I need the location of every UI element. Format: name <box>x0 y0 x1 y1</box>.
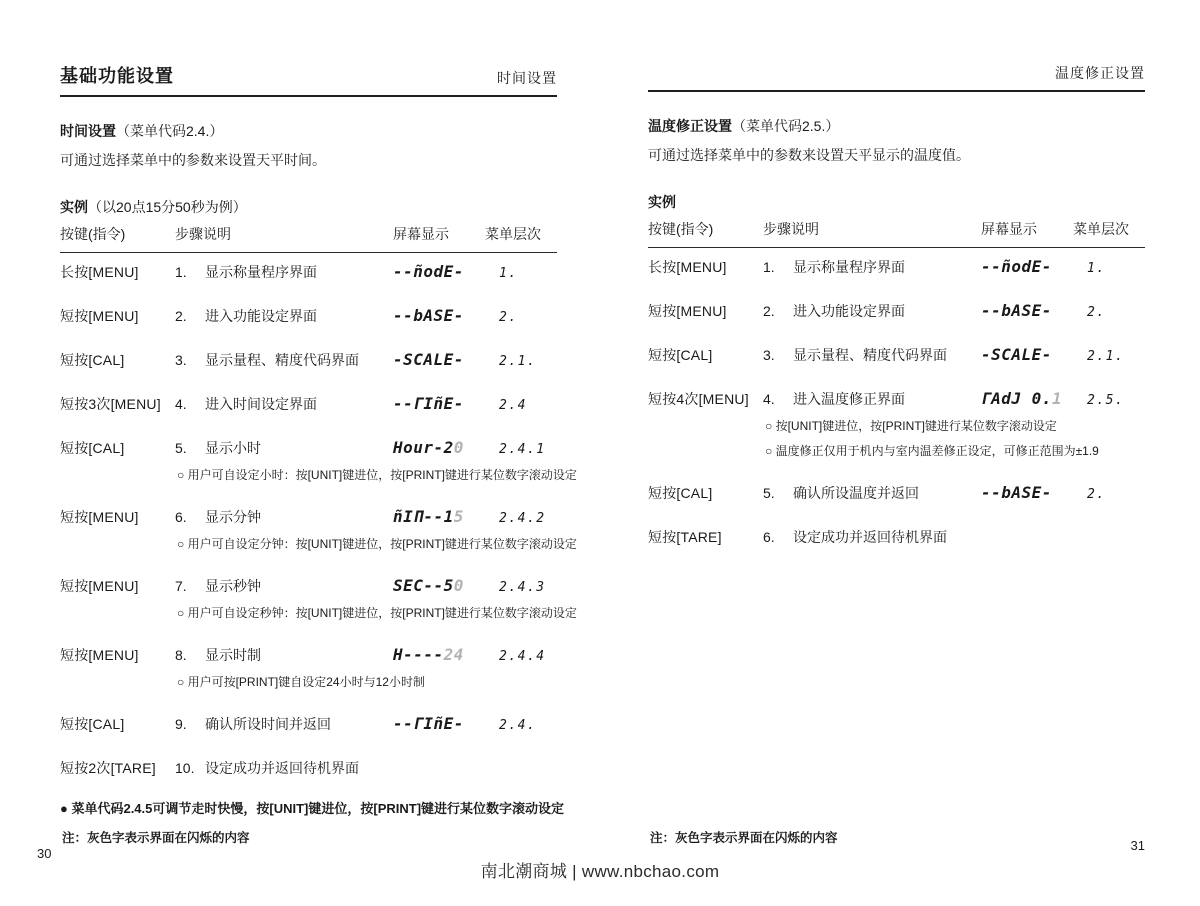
key-command: 短按[CAL] <box>60 352 125 368</box>
menu-level: 1. <box>499 266 518 281</box>
lcd-display: --bASE- <box>393 306 464 325</box>
menu-level: 2.1. <box>499 354 537 369</box>
step-number: 3. <box>763 347 775 363</box>
step-number: 7. <box>175 578 187 594</box>
menu-level: 2.4.2 <box>499 511 546 526</box>
section-title: 时间设置 <box>60 123 116 139</box>
lcd-flash-digits: 1 <box>1051 389 1063 408</box>
site-footer-watermark: 南北潮商城 | www.nbchao.com <box>480 862 720 881</box>
section-title-code: （菜单代码2.5.） <box>732 118 840 134</box>
table-row <box>60 758 557 778</box>
table-row <box>60 645 557 690</box>
table-row <box>648 389 1145 459</box>
table-header-row <box>648 219 1145 248</box>
key-command: 短按[CAL] <box>60 440 125 456</box>
key-command: 短按[MENU] <box>60 647 139 663</box>
page-number: 30 <box>37 846 52 861</box>
page-header-section-label: 时间设置 <box>497 70 557 86</box>
step-number: 2. <box>763 303 775 319</box>
step-number: 10. <box>175 760 195 776</box>
bullet-footnote: ● 菜单代码2.4.5可调节走时快慢，按[UNIT]键进位，按[PRINT]键进行某位数字滚动设定 <box>60 801 565 816</box>
page-number: 31 <box>1130 838 1145 853</box>
step-number: 6. <box>175 509 187 525</box>
table-row <box>60 306 557 326</box>
step-number: 4. <box>175 396 187 412</box>
key-command: 短按[MENU] <box>60 509 139 525</box>
col-header-level: 菜单层次 <box>1073 221 1129 237</box>
step-text: 进入功能设定界面 <box>205 308 317 324</box>
section-heading <box>648 116 1145 136</box>
step-text: 显示秒钟 <box>205 578 261 594</box>
steps-table <box>648 257 1145 547</box>
manual-page-right <box>648 62 1145 862</box>
table-row <box>60 394 557 414</box>
lcd-display: -SCALE- <box>981 345 1052 364</box>
example-heading: 实例 <box>648 194 676 210</box>
lcd-display: ñIΠ--15 <box>393 507 464 526</box>
key-command: 短按4次[MENU] <box>648 391 749 407</box>
step-text: 进入时间设定界面 <box>205 396 317 412</box>
col-header-key: 按键(指令) <box>60 226 126 242</box>
lcd-flash-digits: 0 <box>453 438 464 457</box>
step-text: 确认所设温度并返回 <box>793 485 919 501</box>
lcd-display: ΓAdJ 0.1 <box>981 389 1063 408</box>
menu-level: 2.1. <box>1087 349 1125 364</box>
step-number: 1. <box>175 264 187 280</box>
section-heading <box>60 121 557 141</box>
step-text: 显示称量程序界面 <box>205 264 317 280</box>
key-command: 短按[MENU] <box>60 308 139 324</box>
step-number: 1. <box>763 259 775 275</box>
col-header-step: 步骤说明 <box>763 221 819 237</box>
step-text: 显示小时 <box>205 440 261 456</box>
step-text: 设定成功并返回待机界面 <box>793 529 947 545</box>
example-heading: 实例（以20点15分50秒为例） <box>60 199 247 215</box>
table-header-row <box>60 224 557 253</box>
step-number: 3. <box>175 352 187 368</box>
page-header <box>648 62 1145 92</box>
step-number: 4. <box>763 391 775 407</box>
menu-level: 2. <box>1087 305 1106 320</box>
row-note: ○ 温度修正仅用于机内与室内温差修正设定，可修正范围为±1.9 <box>765 444 1099 458</box>
lcd-display: -SCALE- <box>393 350 464 369</box>
col-header-key: 按键(指令) <box>648 221 714 237</box>
lcd-display: --ΓIñE- <box>393 714 464 733</box>
menu-level: 2. <box>1087 487 1106 502</box>
table-row <box>648 527 1145 547</box>
step-text: 进入功能设定界面 <box>793 303 905 319</box>
table-row <box>648 257 1145 277</box>
step-number: 9. <box>175 716 187 732</box>
table-row <box>60 350 557 370</box>
menu-level: 2.4 <box>499 398 527 413</box>
lcd-display: --ΓIñE- <box>393 394 464 413</box>
step-number: 5. <box>175 440 187 456</box>
section-title: 温度修正设置 <box>648 118 732 134</box>
lcd-display: SEC--50 <box>393 576 464 595</box>
key-command: 长按[MENU] <box>648 259 727 275</box>
key-command: 短按2次[TARE] <box>60 760 156 776</box>
key-command: 短按3次[MENU] <box>60 396 161 412</box>
step-number: 6. <box>763 529 775 545</box>
key-command: 短按[MENU] <box>648 303 727 319</box>
col-header-display: 屏幕显示 <box>393 226 449 242</box>
gray-flash-footnote: 注：灰色字表示界面在闪烁的内容 <box>62 831 250 845</box>
key-command: 短按[TARE] <box>648 529 722 545</box>
row-note: ○ 用户可按[PRINT]键自设定24小时与12小时制 <box>177 675 425 689</box>
menu-level: 2.4.1 <box>499 442 546 457</box>
step-number: 2. <box>175 308 187 324</box>
step-number: 5. <box>763 485 775 501</box>
table-row <box>648 301 1145 321</box>
gray-flash-footnote: 注：灰色字表示界面在闪烁的内容 <box>650 831 838 845</box>
row-note: ○ 按[UNIT]键进位，按[PRINT]键进行某位数字滚动设定 <box>765 419 1057 433</box>
table-row <box>60 576 577 621</box>
lcd-display: --bASE- <box>981 483 1052 502</box>
key-command: 短按[CAL] <box>60 716 125 732</box>
menu-level: 1. <box>1087 261 1106 276</box>
lcd-display: H----24 <box>393 645 464 664</box>
lcd-display: --ñodE- <box>393 262 464 281</box>
table-row <box>60 438 577 483</box>
col-header-display: 屏幕显示 <box>981 221 1037 237</box>
lcd-flash-digits: 0 <box>453 576 464 595</box>
page-title: 基础功能设置 <box>60 66 174 86</box>
lcd-display: Hour-20 <box>393 438 464 457</box>
key-command: 长按[MENU] <box>60 264 139 280</box>
menu-level: 2.4.4 <box>499 649 546 664</box>
menu-level: 2.4.3 <box>499 580 546 595</box>
menu-level: 2. <box>499 310 518 325</box>
table-row <box>648 483 1145 503</box>
step-text: 进入温度修正界面 <box>793 391 905 407</box>
step-text: 设定成功并返回待机界面 <box>205 760 359 776</box>
lcd-flash-digits: 5 <box>453 507 464 526</box>
menu-level: 2.4. <box>499 718 537 733</box>
table-row <box>60 714 557 734</box>
key-command: 短按[CAL] <box>648 347 713 363</box>
menu-level: 2.5. <box>1087 393 1125 408</box>
page-header <box>60 62 557 97</box>
table-row <box>60 262 557 282</box>
section-description: 可通过选择菜单中的参数来设置天平显示的温度值。 <box>648 147 970 163</box>
row-note: ○ 用户可自设定小时：按[UNIT]键进位，按[PRINT]键进行某位数字滚动设定 <box>177 468 577 482</box>
row-note: ○ 用户可自设定分钟：按[UNIT]键进位，按[PRINT]键进行某位数字滚动设定 <box>177 537 577 551</box>
steps-table <box>60 262 577 778</box>
step-text: 确认所设时间并返回 <box>205 716 331 732</box>
manual-page-left <box>37 62 577 862</box>
lcd-flash-digits: 24 <box>443 645 464 664</box>
section-description: 可通过选择菜单中的参数来设置天平时间。 <box>60 152 326 168</box>
col-header-step: 步骤说明 <box>175 226 231 242</box>
step-number: 8. <box>175 647 187 663</box>
table-row <box>60 507 577 552</box>
step-text: 显示量程、精度代码界面 <box>205 352 359 368</box>
lcd-display: --bASE- <box>981 301 1052 320</box>
table-row <box>648 345 1145 365</box>
lcd-display: --ñodE- <box>981 257 1052 276</box>
row-note: ○ 用户可自设定秒钟：按[UNIT]键进位，按[PRINT]键进行某位数字滚动设定 <box>177 606 577 620</box>
step-text: 显示时制 <box>205 647 261 663</box>
section-title-code: （菜单代码2.4.） <box>116 123 224 139</box>
col-header-level: 菜单层次 <box>485 226 541 242</box>
key-command: 短按[CAL] <box>648 485 713 501</box>
step-text: 显示分钟 <box>205 509 261 525</box>
step-text: 显示量程、精度代码界面 <box>793 347 947 363</box>
key-command: 短按[MENU] <box>60 578 139 594</box>
step-text: 显示称量程序界面 <box>793 259 905 275</box>
page-header-section-label: 温度修正设置 <box>1055 65 1145 81</box>
